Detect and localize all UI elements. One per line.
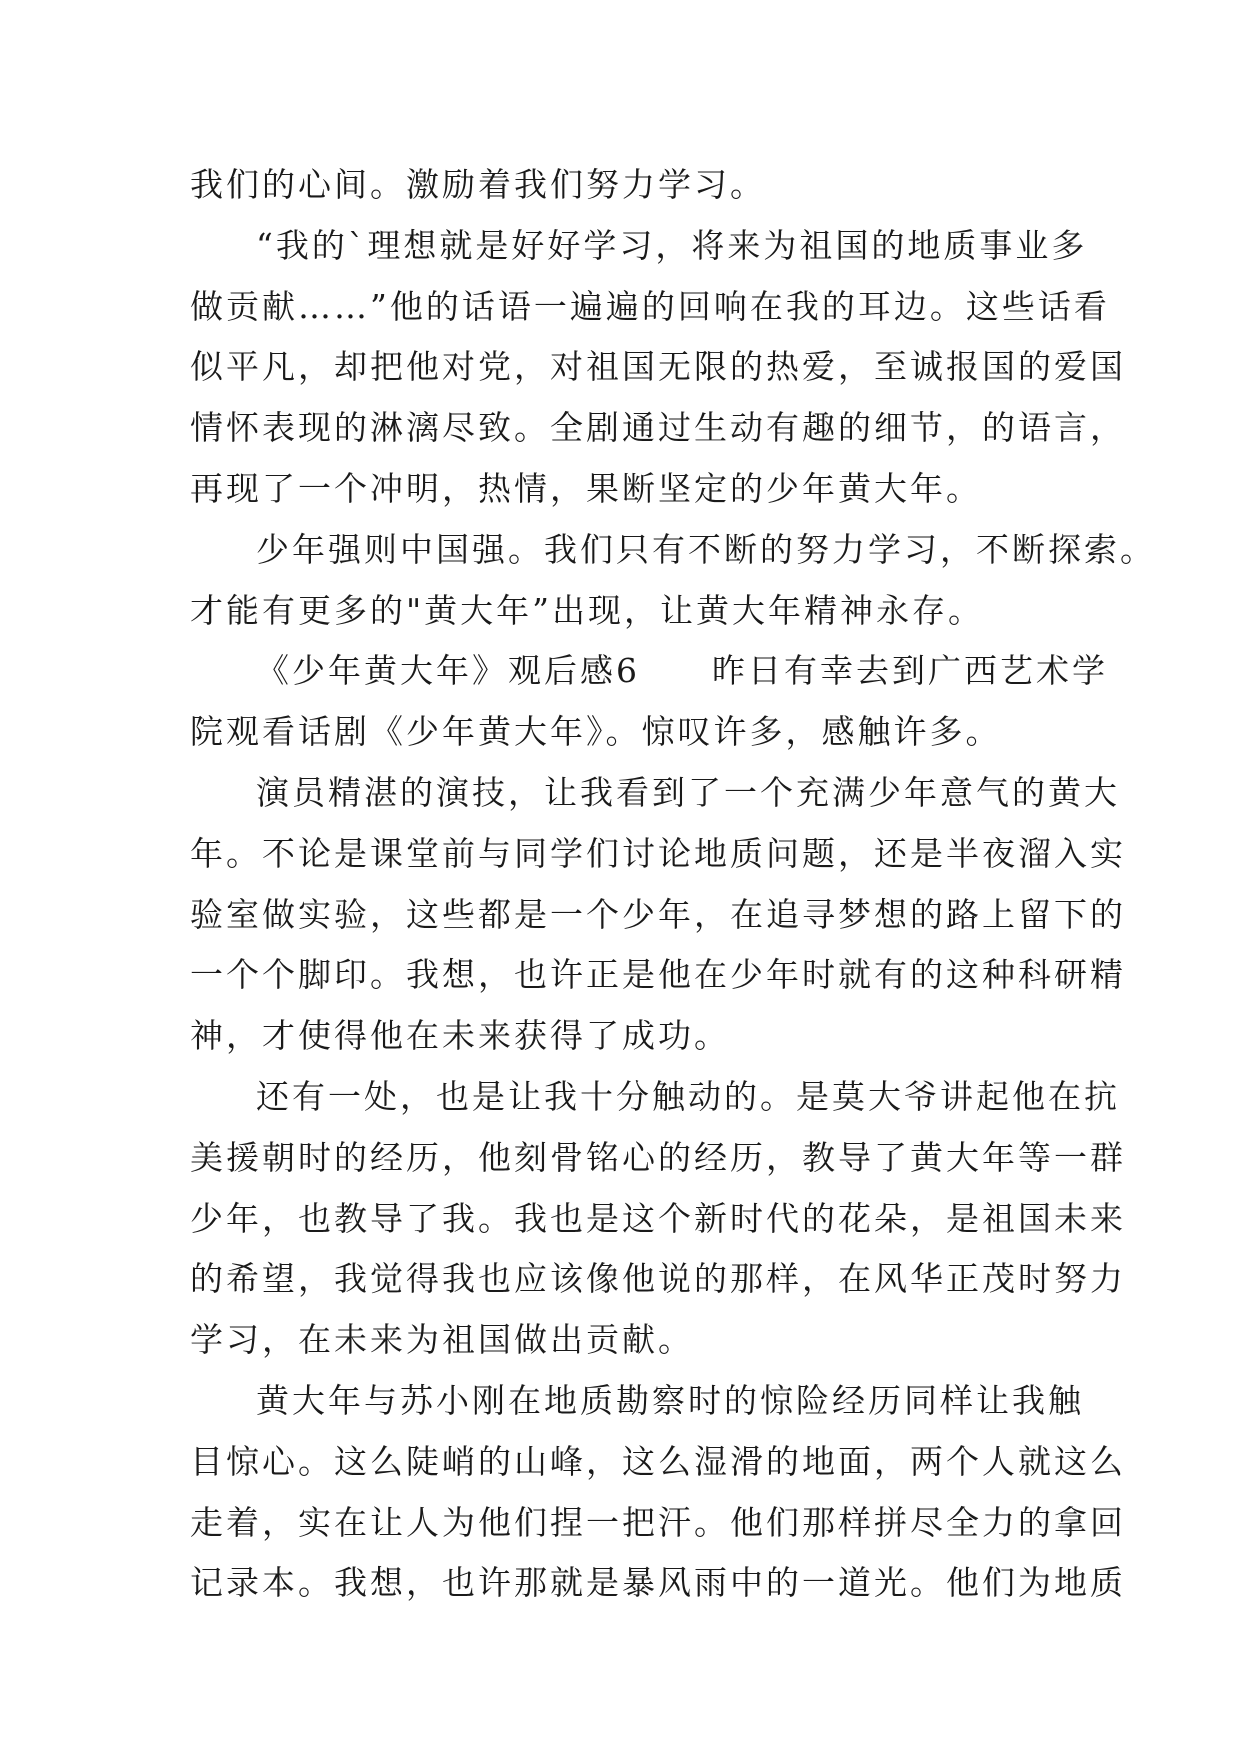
text-line: 再现了一个冲明，热情，果断坚定的少年黄大年。: [190, 468, 982, 508]
text-line: 才能有更多的"黄大年”出现，让黄大年精神永存。: [190, 590, 985, 630]
text-line: 《少年黄大年》观后感6 昨日有幸去到广西艺术学: [256, 651, 1108, 691]
text-line: 情怀表现的淋漓尽致。全剧通过生动有趣的细节，的语言，: [190, 408, 1126, 448]
text-line: 演员精湛的演技，让我看到了一个充满少年意气的黄大: [256, 772, 1120, 812]
text-line: 年。不论是课堂前与同学们讨论地质问题，还是半夜溜入实: [190, 833, 1126, 873]
text-line: 似平凡，却把他对党，对祖国无限的热爱，至诚报国的爱国: [190, 347, 1126, 387]
text-line: 还有一处，也是让我十分触动的。是莫大爷讲起他在抗: [256, 1076, 1120, 1116]
text-line: 做贡献……”他的话语一遍遍的回响在我的耳边。这些话看: [190, 286, 1110, 326]
text-line: 院观看话剧《少年黄大年》。惊叹许多，感触许多。: [190, 712, 1002, 752]
text-line: 少年，也教导了我。我也是这个新时代的花朵，是祖国未来: [190, 1198, 1126, 1238]
text-line: 黄大年与苏小刚在地质勘察时的惊险经历同样让我触: [256, 1380, 1084, 1420]
text-line: 我们的心间。激励着我们努力学习。: [190, 165, 766, 204]
text-line: 记录本。我想，也许那就是暴风雨中的一道光。他们为地质: [190, 1563, 1126, 1603]
text-line: 的希望，我觉得我也应该像他说的那样，在风华正茂时努力: [190, 1259, 1126, 1299]
text-line: 学习，在未来为祖国做出贡献。: [190, 1320, 694, 1360]
text-line: 验室做实验，这些都是一个少年，在追寻梦想的路上留下的: [190, 894, 1126, 934]
text-line: 一个个脚印。我想，也许正是他在少年时就有的这种科研精: [190, 955, 1126, 995]
text-line: 美援朝时的经历，他刻骨铭心的经历，教导了黄大年等一群: [190, 1137, 1126, 1177]
text-line: “我的`理想就是好好学习，将来为祖国的地质事业多: [256, 225, 1088, 265]
body-text: [190, 155, 1156, 1614]
text-line: 少年强则中国强。我们只有不断的努力学习，不断探索。: [256, 529, 1156, 569]
text-line: 目惊心。这么陡峭的山峰，这么湿滑的地面，两个人就这么: [190, 1441, 1126, 1481]
text-line: 走着，实在让人为他们捏一把汗。他们那样拼尽全力的拿回: [190, 1502, 1126, 1542]
text-line: 神，才使得他在未来获得了成功。: [190, 1016, 730, 1056]
